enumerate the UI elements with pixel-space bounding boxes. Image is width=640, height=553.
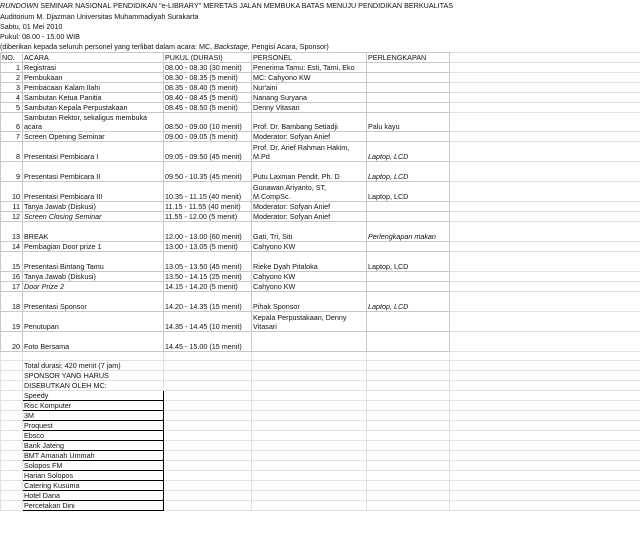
- empty-cell: [164, 361, 252, 371]
- perlengkapan-cell: [367, 132, 450, 142]
- empty-cell: [252, 391, 367, 401]
- empty-cell: [450, 451, 640, 461]
- title-italic: RUNDOWN: [0, 1, 39, 10]
- distribution-note: [0, 42, 329, 51]
- sponsor-name: Percetakan Dini: [23, 501, 164, 511]
- empty-cell: [252, 361, 367, 371]
- empty-cell: [1, 401, 23, 411]
- sponsor-name: Catering Kusuma: [23, 481, 164, 491]
- perlengkapan-cell: [367, 312, 450, 332]
- empty-cell: [1, 361, 23, 371]
- table-row: [1, 63, 640, 73]
- empty-cell: [252, 491, 367, 501]
- note-text: (diberikan kepada seluruh personel yang terlibat dalam acara: MC,: [0, 42, 215, 51]
- event-time: Pukul: 08.00 - 15.00 WIB: [0, 32, 80, 41]
- acara-cell: Registrasi: [23, 63, 164, 73]
- document-title: [0, 1, 453, 10]
- sponsor-name: Proquest: [23, 421, 164, 431]
- pukul-cell: 11.55 - 12.00 (5 menit): [164, 212, 252, 222]
- sponsor-name: Hotel Dana: [23, 491, 164, 501]
- total-duration: Total durasi: 420 menit (7 jam): [23, 361, 164, 371]
- empty-cell: [450, 113, 640, 132]
- empty-cell: [450, 352, 640, 361]
- empty-cell: [1, 461, 23, 471]
- perlengkapan-cell: [367, 93, 450, 103]
- column-header-pukul: PUKUL (DURASI): [164, 53, 252, 63]
- perlengkapan-cell: [367, 63, 450, 73]
- sponsor-row: [1, 471, 640, 481]
- sponsor-name: Speedy: [23, 391, 164, 401]
- sponsor-row: [1, 491, 640, 501]
- empty-cell: [1, 451, 23, 461]
- acara-cell: Presentasi Bintang Tamu: [23, 252, 164, 272]
- empty-cell: [450, 272, 640, 282]
- perlengkapan-cell: Laptop, LCD: [367, 162, 450, 182]
- empty-cell: [450, 501, 640, 511]
- empty-cell: [1, 391, 23, 401]
- row-number: 10: [1, 182, 23, 202]
- empty-cell: [1, 471, 23, 481]
- empty-cell: [164, 441, 252, 451]
- table-row: [1, 142, 640, 162]
- personel-cell: Kepala Perpustakaan, Denny Vitasari: [252, 312, 367, 332]
- empty-cell: [367, 441, 450, 451]
- empty-cell: [1, 491, 23, 501]
- empty-cell: [252, 381, 367, 391]
- empty-cell: [1, 501, 23, 511]
- pukul-cell: 09.50 - 10.35 (45 menit): [164, 162, 252, 182]
- sponsor-name: Solopos FM: [23, 461, 164, 471]
- perlengkapan-cell: Laptop, LCD: [367, 142, 450, 162]
- empty-cell: [1, 431, 23, 441]
- pukul-cell: 13.50 - 14.15 (25 menit): [164, 272, 252, 282]
- empty-cell: [450, 182, 640, 202]
- table-row: [1, 83, 640, 93]
- column-header-personel: PERSONEL: [252, 53, 367, 63]
- sponsor-row: [1, 411, 640, 421]
- empty-cell: [367, 381, 450, 391]
- empty-cell: [367, 411, 450, 421]
- table-row: [1, 272, 640, 282]
- table-row: [1, 93, 640, 103]
- empty-cell: [450, 83, 640, 93]
- empty-cell: [252, 352, 367, 361]
- pukul-cell: 14.20 - 14.35 (15 menit): [164, 292, 252, 312]
- row-number: 20: [1, 332, 23, 352]
- perlengkapan-cell: [367, 73, 450, 83]
- row-number: 3: [1, 83, 23, 93]
- row-number: 19: [1, 312, 23, 332]
- row-number: 17: [1, 282, 23, 292]
- perlengkapan-cell: [367, 83, 450, 93]
- empty-cell: [252, 471, 367, 481]
- personel-cell: Cahyono KW: [252, 282, 367, 292]
- acara-cell: Screen Opening Seminar: [23, 132, 164, 142]
- sponsor-row: [1, 461, 640, 471]
- perlengkapan-cell: Laptop, LCD: [367, 292, 450, 312]
- acara-cell: Presentasi Sponsor: [23, 292, 164, 312]
- empty-cell: [367, 501, 450, 511]
- empty-cell: [450, 381, 640, 391]
- row-number: 1: [1, 63, 23, 73]
- personel-cell: [252, 332, 367, 352]
- personel-cell: Gati, Tri, Siti: [252, 222, 367, 242]
- empty-cell: [164, 451, 252, 461]
- empty-cell: [1, 411, 23, 421]
- personel-cell: Pihak Sponsor: [252, 292, 367, 312]
- acara-cell: Pembukaan: [23, 73, 164, 83]
- sponsor-heading: DISEBUTKAN OLEH MC:: [23, 381, 164, 391]
- empty-cell: [23, 352, 164, 361]
- perlengkapan-cell: [367, 332, 450, 352]
- acara-cell: Door Prize 2: [23, 282, 164, 292]
- empty-cell: [252, 371, 367, 381]
- venue: Auditorium M. Djazman Universitas Muhammadiyah Surakarta: [0, 12, 199, 21]
- sponsor-row: [1, 451, 640, 461]
- table-row: [1, 162, 640, 182]
- sponsor-name: Ebsco: [23, 431, 164, 441]
- sponsor-row: [1, 421, 640, 431]
- empty-cell: [367, 401, 450, 411]
- empty-cell: [164, 431, 252, 441]
- empty-cell: [450, 421, 640, 431]
- acara-cell: BREAK: [23, 222, 164, 242]
- pukul-cell: 08.30 - 08.35 (5 menit): [164, 73, 252, 83]
- row-number: 16: [1, 272, 23, 282]
- sponsor-row: [1, 481, 640, 491]
- empty-cell: [367, 491, 450, 501]
- perlengkapan-cell: [367, 212, 450, 222]
- event-date: Sabtu, 01 Mei 2010: [0, 22, 63, 31]
- empty-cell: [164, 411, 252, 421]
- empty-cell: [252, 411, 367, 421]
- empty-cell: [367, 461, 450, 471]
- row-number: 9: [1, 162, 23, 182]
- pukul-cell: 08.00 - 08.30 (30 menit): [164, 63, 252, 73]
- empty-cell: [450, 471, 640, 481]
- acara-cell: Screen Closing Seminar: [23, 212, 164, 222]
- empty-cell: [1, 481, 23, 491]
- empty-cell: [164, 381, 252, 391]
- perlengkapan-cell: [367, 272, 450, 282]
- empty-cell: [450, 103, 640, 113]
- note-italic: Backstage: [214, 42, 248, 51]
- sponsor-row: [1, 441, 640, 451]
- empty-cell: [1, 381, 23, 391]
- empty-cell: [164, 461, 252, 471]
- row-number: 14: [1, 242, 23, 252]
- empty-cell: [450, 73, 640, 83]
- empty-cell: [164, 481, 252, 491]
- perlengkapan-cell: [367, 202, 450, 212]
- empty-cell: [164, 371, 252, 381]
- empty-cell: [164, 491, 252, 501]
- table-row: [1, 292, 640, 312]
- table-row: [1, 132, 640, 142]
- empty-cell: [164, 391, 252, 401]
- sponsor-row: [1, 391, 640, 401]
- table-row: [1, 113, 640, 132]
- table-row: [1, 73, 640, 83]
- empty-cell: [367, 371, 450, 381]
- empty-cell: [1, 441, 23, 451]
- row-number: 8: [1, 142, 23, 162]
- perlengkapan-cell: Palu kayu: [367, 113, 450, 132]
- empty-cell: [1, 352, 23, 361]
- row-number: 4: [1, 93, 23, 103]
- empty-cell: [450, 53, 640, 63]
- personel-cell: Penerima Tamu: Esti, Tami, Eko: [252, 63, 367, 73]
- row-number: 6: [1, 113, 23, 132]
- personel-cell: Cahyono KW: [252, 242, 367, 252]
- rundown-table: [0, 52, 640, 511]
- pukul-cell: 08.45 - 08.50 (5 menit): [164, 103, 252, 113]
- perlengkapan-cell: Perlengkapan makan: [367, 222, 450, 242]
- acara-cell: Foto Bersama: [23, 332, 164, 352]
- acara-cell: Tanya Jawab (Diskusi): [23, 272, 164, 282]
- empty-cell: [252, 431, 367, 441]
- pukul-cell: 10.35 - 11.15 (40 menit): [164, 182, 252, 202]
- empty-cell: [450, 292, 640, 312]
- column-header-no: NO.: [1, 53, 23, 63]
- acara-cell: Sambutan Rektor, sekaligus membuka acara: [23, 113, 164, 132]
- sponsor-name: Bank Jateng: [23, 441, 164, 451]
- empty-cell: [450, 312, 640, 332]
- empty-cell: [450, 93, 640, 103]
- empty-cell: [367, 421, 450, 431]
- table-row: [1, 202, 640, 212]
- empty-cell: [1, 421, 23, 431]
- row-number: 5: [1, 103, 23, 113]
- empty-cell: [450, 282, 640, 292]
- acara-cell: Sambutan Ketua Panitia: [23, 93, 164, 103]
- empty-cell: [367, 361, 450, 371]
- acara-cell: Presentasi Pembicara I: [23, 142, 164, 162]
- empty-cell: [450, 441, 640, 451]
- table-row: [1, 103, 640, 113]
- empty-cell: [450, 332, 640, 352]
- empty-cell: [252, 501, 367, 511]
- acara-cell: Tanya Jawab (Diskusi): [23, 202, 164, 212]
- empty-cell: [367, 471, 450, 481]
- empty-cell: [164, 421, 252, 431]
- empty-cell: [450, 142, 640, 162]
- sponsor-name: BMT Amanah Ummah: [23, 451, 164, 461]
- empty-cell: [252, 481, 367, 491]
- empty-cell: [450, 63, 640, 73]
- personel-cell: Nanang Suryana: [252, 93, 367, 103]
- acara-cell: Penutupan: [23, 312, 164, 332]
- empty-cell: [164, 352, 252, 361]
- empty-cell: [252, 441, 367, 451]
- empty-cell: [450, 481, 640, 491]
- personel-cell: Nur'aini: [252, 83, 367, 93]
- table-row: [1, 282, 640, 292]
- note-text: , Pengisi Acara, Sponsor): [247, 42, 329, 51]
- personel-cell: Prof. Dr. Arief Rahman Hakim, M.Pd: [252, 142, 367, 162]
- empty-cell: [252, 451, 367, 461]
- pukul-cell: 13.05 - 13.50 (45 menit): [164, 252, 252, 272]
- row-number: 11: [1, 202, 23, 212]
- row-number: 13: [1, 222, 23, 242]
- empty-cell: [252, 461, 367, 471]
- personel-cell: Cahyono KW: [252, 272, 367, 282]
- empty-cell: [164, 401, 252, 411]
- empty-cell: [367, 451, 450, 461]
- table-row: [1, 312, 640, 332]
- table-row: [1, 332, 640, 352]
- personel-cell: Rieke Dyah Pitaloka: [252, 252, 367, 272]
- table-row: [1, 182, 640, 202]
- acara-cell: Pembacaan Kalam Ilahi: [23, 83, 164, 93]
- empty-cell: [450, 212, 640, 222]
- perlengkapan-cell: [367, 282, 450, 292]
- pukul-cell: 08.35 - 08.40 (5 menit): [164, 83, 252, 93]
- pukul-cell: 08.50 - 09.00 (10 menit): [164, 113, 252, 132]
- empty-cell: [450, 411, 640, 421]
- row-number: 7: [1, 132, 23, 142]
- sponsor-name: 3M: [23, 411, 164, 421]
- table-row: [1, 252, 640, 272]
- personel-cell: Putu Laxman Pendit, Ph. D: [252, 162, 367, 182]
- personel-cell: MC: Cahyono KW: [252, 73, 367, 83]
- sponsor-row: [1, 431, 640, 441]
- personel-cell: Gunawan Ariyanto, ST, M.CompSc.: [252, 182, 367, 202]
- pukul-cell: 14.45 - 15.00 (15 menit): [164, 332, 252, 352]
- perlengkapan-cell: Laptop, LCD: [367, 252, 450, 272]
- pukul-cell: 14.35 - 14.45 (10 menit): [164, 312, 252, 332]
- row-number: 12: [1, 212, 23, 222]
- empty-cell: [450, 431, 640, 441]
- empty-cell: [252, 401, 367, 411]
- pukul-cell: 09.05 - 09.50 (45 menit): [164, 142, 252, 162]
- empty-cell: [450, 162, 640, 182]
- empty-cell: [450, 461, 640, 471]
- row-number: 15: [1, 252, 23, 272]
- acara-cell: Pembagian Door prize 1: [23, 242, 164, 252]
- pukul-cell: 12.00 - 13.00 (60 menit): [164, 222, 252, 242]
- row-number: 18: [1, 292, 23, 312]
- personel-cell: Moderator: Sofyan Anief: [252, 212, 367, 222]
- pukul-cell: 14.15 - 14.20 (5 menit): [164, 282, 252, 292]
- sponsor-row: [1, 401, 640, 411]
- pukul-cell: 09.00 - 09.05 (5 menit): [164, 132, 252, 142]
- acara-cell: Presentasi Pembicara II: [23, 162, 164, 182]
- perlengkapan-cell: [367, 242, 450, 252]
- empty-cell: [164, 471, 252, 481]
- empty-cell: [450, 361, 640, 371]
- empty-cell: [450, 391, 640, 401]
- empty-cell: [450, 222, 640, 242]
- sponsor-name: Risc Komputer: [23, 401, 164, 411]
- empty-cell: [450, 242, 640, 252]
- empty-cell: [450, 132, 640, 142]
- table-row: [1, 222, 640, 242]
- perlengkapan-cell: [367, 103, 450, 113]
- empty-cell: [450, 491, 640, 501]
- personel-cell: Moderator: Sofyan Anief: [252, 202, 367, 212]
- personel-cell: Prof. Dr. Bambang Setiadji: [252, 113, 367, 132]
- pukul-cell: 13.00 - 13.05 (5 menit): [164, 242, 252, 252]
- empty-cell: [450, 401, 640, 411]
- personel-cell: Denny Vitasari: [252, 103, 367, 113]
- acara-cell: Sambutan Kepala Perpustakaan: [23, 103, 164, 113]
- empty-cell: [367, 352, 450, 361]
- empty-cell: [367, 481, 450, 491]
- column-header-perlengkapan: PERLENGKAPAN: [367, 53, 450, 63]
- empty-cell: [1, 371, 23, 381]
- table-row: [1, 212, 640, 222]
- row-number: 2: [1, 73, 23, 83]
- acara-cell: Presentasi Pembicara III: [23, 182, 164, 202]
- pukul-cell: 08.40 - 08.45 (5 menit): [164, 93, 252, 103]
- empty-cell: [367, 391, 450, 401]
- empty-cell: [450, 252, 640, 272]
- perlengkapan-cell: Laptop, LCD: [367, 182, 450, 202]
- empty-cell: [367, 431, 450, 441]
- column-header-acara: ACARA: [23, 53, 164, 63]
- empty-cell: [450, 202, 640, 212]
- empty-cell: [450, 371, 640, 381]
- table-row: [1, 242, 640, 252]
- pukul-cell: 11.15 - 11.55 (40 menit): [164, 202, 252, 212]
- personel-cell: Moderator: Sofyan Anief: [252, 132, 367, 142]
- title-text: SEMINAR NASIONAL PENDIDIKAN "e-LIBRARY" MERETAS JALAN MEMBUKA BATAS MENUJU PENDIDIKAN BERKUALITAS: [38, 1, 454, 10]
- sponsor-name: Harian Solopos: [23, 471, 164, 481]
- sponsor-row: [1, 501, 640, 511]
- sponsor-heading: SPONSOR YANG HARUS: [23, 371, 164, 381]
- empty-cell: [252, 421, 367, 431]
- empty-cell: [164, 501, 252, 511]
